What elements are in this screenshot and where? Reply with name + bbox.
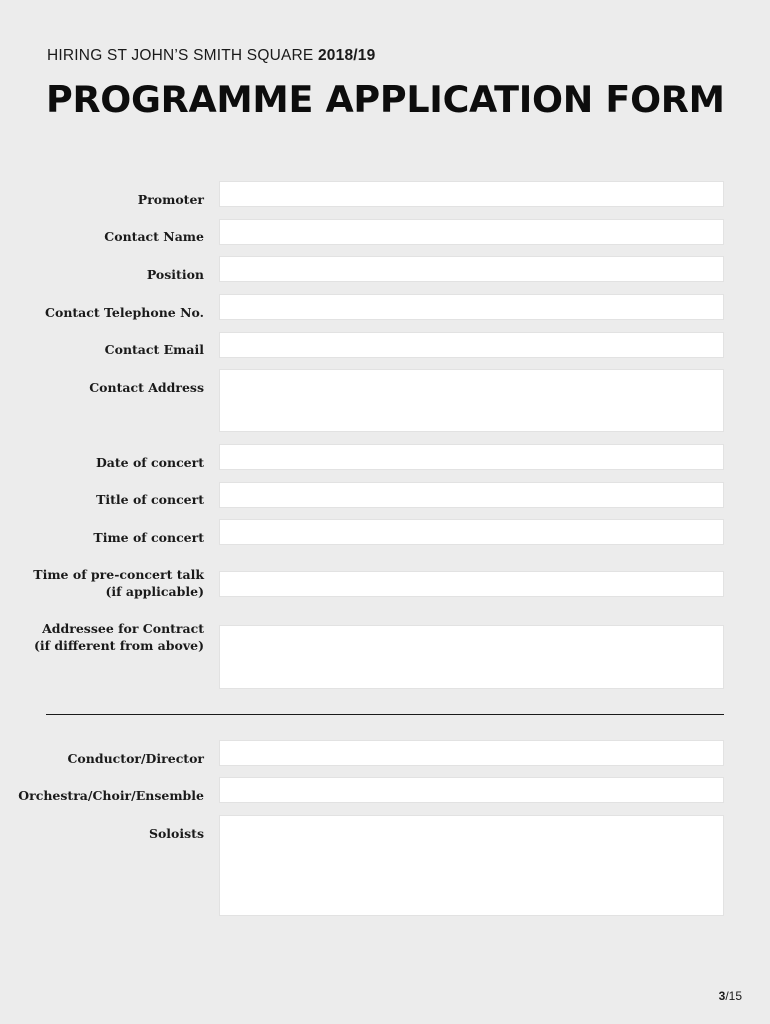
conductor-input[interactable] [219, 740, 724, 766]
page-number [719, 989, 742, 1003]
position-label: Position [146, 267, 204, 282]
preconcert-talk-label-line2: (if applicable) [105, 584, 204, 599]
telephone-label: Contact Telephone No. [45, 305, 204, 320]
concert-time-label: Time of concert [93, 530, 204, 545]
preconcert-talk-label [33, 566, 204, 600]
soloists-label: Soloists [148, 826, 204, 841]
page-number-total: /15 [725, 989, 742, 1003]
page-number-current: 3 [718, 989, 726, 1003]
email-input[interactable] [219, 332, 724, 358]
telephone-input[interactable] [219, 294, 724, 320]
promoter-input[interactable] [219, 181, 724, 207]
concert-date-input[interactable] [219, 444, 724, 470]
promoter-label: Promoter [137, 192, 204, 207]
concert-date-label: Date of concert [95, 455, 204, 470]
concert-title-input[interactable] [219, 482, 724, 508]
section-divider [46, 714, 724, 715]
contract-addressee-label-line1: Addressee for Contract [42, 621, 204, 636]
preconcert-talk-label-line1: Time of pre-concert talk [33, 567, 204, 582]
subtitle-year: 2018/19 [317, 47, 376, 64]
ensemble-input[interactable] [219, 777, 724, 803]
address-textarea[interactable] [219, 369, 724, 432]
concert-time-input[interactable] [219, 519, 724, 545]
subtitle-text: HIRING ST JOHN’S SMITH SQUARE [47, 47, 314, 64]
contract-addressee-textarea[interactable] [219, 625, 724, 689]
address-label: Contact Address [89, 380, 204, 395]
contact-name-input[interactable] [219, 219, 724, 245]
preconcert-talk-input[interactable] [219, 571, 724, 597]
position-input[interactable] [219, 256, 724, 282]
conductor-label: Conductor/Director [67, 751, 204, 766]
concert-title-label: Title of concert [96, 492, 204, 507]
ensemble-label: Orchestra/Choir/Ensemble [18, 788, 204, 803]
page-title: PROGRAMME APPLICATION FORM [46, 78, 725, 121]
contact-name-label: Contact Name [104, 229, 204, 244]
soloists-textarea[interactable] [219, 815, 724, 916]
form-subtitle [47, 47, 375, 65]
email-label: Contact Email [104, 342, 204, 357]
contract-addressee-label-line2: (if different from above) [33, 638, 204, 653]
contract-addressee-label [34, 620, 204, 654]
